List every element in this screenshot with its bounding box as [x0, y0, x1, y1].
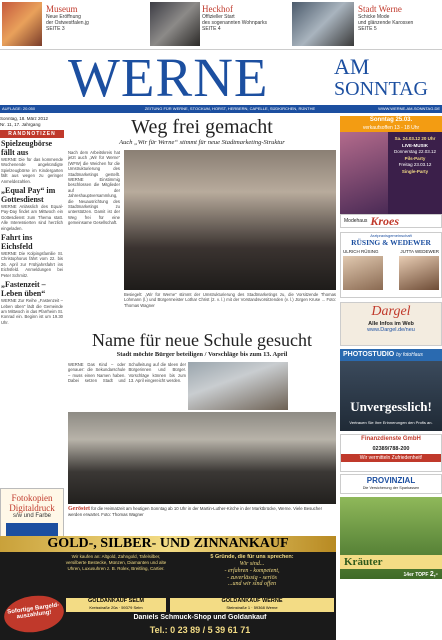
event-line: Donnerstag 22.03.12: [393, 149, 437, 155]
list-item: [1, 281, 63, 325]
reasons-box: [170, 554, 334, 596]
dargel-sub: Alle Infos im Web: [368, 321, 414, 327]
kroes-ad[interactable]: [340, 214, 442, 228]
teaser-page: SEITE 3: [46, 26, 65, 32]
branch-address: Steinstraße 1 · 59368 Werne: [226, 605, 278, 610]
photostudio-by: by fotoHaus: [396, 352, 423, 358]
unvergesslich-sub: Vertrauen Sie Ihre Erinnerungen den Profis an.: [349, 420, 433, 425]
masthead-am: AM: [334, 56, 370, 78]
rusing-left: ULRICH RÜSING: [343, 249, 379, 254]
branch-title: GOLDANKAUF SELM: [88, 598, 144, 604]
tagline: ZEITUNG FÜR WERNE, STOCKUM, HORST, HERBERN, CAPELLE, SÜDKIRCHEN, RÜNTHE: [144, 106, 316, 111]
reason-line: - erfahren - kompetent,: [224, 567, 280, 574]
gold-ad[interactable]: [0, 536, 336, 640]
article-body-continued: [292, 362, 336, 412]
article-photo: [188, 362, 288, 410]
kraeuter-price: 2,-: [429, 571, 438, 578]
bargeld-badge: Sofortige Bargeld-auszahlung!: [2, 592, 66, 636]
ad-line: s/w und Farbe: [12, 513, 52, 519]
article-body: Nach dem Arbeitskreis hat jetzt auch „Wir für Werne“ (WFW) die Weichen für die Umstrukturierung des Stadtmarketings gestellt. WERNE Einstimmig beschlossen die Mitglieder auf der Jahreshauptversammlung, die Neuausrichtung des Stadtmarketings zu unterstützen. Damit ist der Weg frei für eine gemeinsame Gesellschaft.: [68, 150, 120, 226]
rusing-name: RÜSING & WEDEWER: [351, 238, 431, 247]
ad-line: Fotokopien: [11, 493, 53, 503]
kraeuter-title: Kräuter: [340, 555, 442, 569]
teaser-museum[interactable]: [46, 4, 144, 48]
rusing-names: [341, 247, 441, 256]
finanz-tagline: Wir vermitteln Zufriedenheit!: [341, 454, 441, 462]
teaser-line: der Ostwestfalen.jg: [46, 20, 89, 26]
ad-line: Sonntag 25.03.: [369, 117, 413, 123]
list-item: [1, 234, 63, 278]
kroes-logo: Kroes: [370, 213, 400, 228]
gold-phone[interactable]: Tel.: 0 23 89 / 5 39 61 71: [149, 625, 251, 635]
caption-title: Geröstet: [68, 506, 90, 512]
reason-line: Wir sind...: [239, 561, 265, 567]
gold-headline: GOLD-, SILBER- UND ZINNANKAUF: [0, 536, 336, 552]
event-ad[interactable]: [340, 132, 442, 214]
reasons-title: 5 Gründe, die für uns sprechen:: [210, 554, 294, 560]
unvergesslich-headline: Unvergesslich!: [350, 399, 432, 414]
teaser-line: Schicke Mode: [358, 14, 390, 20]
note-title: „Equal Pay“ im Gottesdienst: [1, 186, 56, 204]
article-headline: Name für neue Schule gesucht: [92, 330, 312, 350]
photo-caption: Besiegelt: „Wir für Werne“ stimmt der Umstrukturierung des Stadtmarketings zu, die Vorsitzende Thomas Lohmann (l.) und Bürgermeister Lothar Christ (2. v. l.) mit der Vorstandsvorsitzenden (v. l.) Jürgen Kruse ... Foto: Thomas Wagner: [124, 292, 336, 308]
photostudio-ad[interactable]: [340, 349, 442, 361]
masthead-title: WERNE: [68, 52, 269, 102]
teaser-museum-photo: [2, 2, 42, 46]
note-text: WERNE Die Kolpingsfamilie St. Christophorus fährt vom 22. bis 26. April zur Frühjahrsfahrt ins Eichsfeld. Anmeldungen bei Peter Schmitz.: [1, 251, 63, 278]
event-photo: [340, 132, 388, 214]
finanz-ad[interactable]: [340, 434, 442, 472]
doctor-photo: [343, 256, 383, 290]
article-body: WERNE Das Kind – oder genauer: die Sekundarschule – muss einen Namen haben. Dabei setzen Stadt und Schulleitung auf die Ideen der Bürgerinnen und Bürger. Vorschläge können bis zum 13. April eingereicht werden.: [68, 362, 186, 384]
reason-line: ...und wir sind offen: [227, 581, 276, 588]
article-subhead: Auch „Wir für Werne“ stimmt für neue Stadtmarketing-Struktur: [119, 139, 285, 146]
rusing-ad[interactable]: [340, 232, 442, 298]
sonntag-ad[interactable]: [340, 116, 442, 132]
provinzial-sub: Die Versicherung der Sparkassen: [362, 486, 420, 490]
unvergesslich-ad[interactable]: [340, 361, 442, 431]
kroes-left: Modehaus: [344, 218, 368, 224]
note-text: WERNE Die für das kommende Wochenende angekündigte Spielzeugbörse im Kindergarten fällt aus wegen zu geringer Anmeldezahlen.: [1, 157, 63, 184]
masthead: [0, 50, 442, 114]
branch-address: Kreisstraße 20a · 59379 Selm: [89, 605, 143, 610]
auflage: AUFLAGE: 20.050: [2, 106, 36, 111]
article-stadtmarketing: [68, 116, 336, 328]
kraeuter-sub: 14er TOPF: [403, 572, 429, 578]
website-link[interactable]: WWW.WERNE-AM-SONNTAG.DE: [378, 106, 440, 111]
sidebar: [0, 116, 64, 486]
note-text: WERNE Zur Reihe „Fastenzeit – Leben üben“ lädt die Gemeinde am Mittwoch in das Pfarrheim St. Konrad ein. Beginn ist um 19.30 Uhr.: [1, 298, 63, 325]
teaser-title: Stadt Werne: [358, 4, 402, 14]
right-ads: [340, 116, 442, 640]
branch-title: GOLDANKAUF WERNE: [221, 598, 283, 604]
teaser-bar: [0, 0, 442, 50]
issue-number: Nr. 11, 17. Jahrgang: [0, 121, 41, 127]
kraeuter-ad[interactable]: [340, 497, 442, 579]
dargel-logo: Dargel: [371, 304, 411, 319]
gold-company: Daniels Schmuck-Shop und Goldankauf: [133, 614, 267, 621]
event-line: Pils-Party: [404, 155, 426, 161]
teaser-title: Heckhof: [202, 4, 233, 14]
note-title: Fahrt ins Eichsfeld: [1, 233, 33, 251]
teaser-stadt-photo: [292, 2, 354, 46]
finanz-name: Finanzdienste GmbH: [361, 436, 421, 442]
kraeuter-offer: [404, 571, 438, 578]
randnotizen-header: RANDNOTIZEN: [0, 130, 64, 138]
gold-werne: [170, 598, 334, 612]
event-line: Single-Party: [401, 168, 429, 174]
dargel-ad[interactable]: [340, 302, 442, 346]
ad-line: verkaufsoffen 13 - 18 Uhr: [362, 125, 420, 131]
group-photo: [68, 412, 336, 504]
note-title: „Fastenzeit – Leben üben“: [1, 280, 46, 298]
teaser-heckhof[interactable]: [202, 4, 290, 48]
event-line: Freitag 23.03.12: [398, 162, 432, 168]
rusing-top: Arztpraxisgemeinschaft: [370, 233, 412, 238]
teaser-line: Offizieller Start: [202, 14, 235, 20]
masthead-bar: [0, 105, 442, 113]
ad-line: Digitaldruck: [9, 503, 55, 513]
gold-subhead: Wir kaufen an: Altgold, Zahngold, Tafelsilber, versilberte Bestecke, Münzen, Diamanten und alte Uhren, Luxusuhren z. B. Rolex, Breitling, Cartier.: [65, 554, 167, 571]
teaser-stadt-werne[interactable]: [358, 4, 440, 48]
rusing-right: JUTTA WEDEWER: [400, 249, 439, 254]
rusing-photos: [341, 256, 441, 290]
provinzial-logo: PROVINZIAL: [366, 476, 416, 485]
provinzial-ad[interactable]: [340, 474, 442, 494]
teaser-page: SEITE 5: [358, 26, 377, 32]
finanz-phone[interactable]: 02389/788-200: [372, 446, 410, 452]
gold-selm: [66, 598, 166, 612]
reason-line: - zuverlässig - seriös: [227, 574, 277, 581]
group-caption: [68, 506, 336, 534]
photostudio-name: PHOTOSTUDIO: [343, 351, 395, 358]
note-title: Spielzeugbörse fällt aus: [1, 139, 53, 157]
teaser-title: Museum: [46, 4, 78, 14]
article-subhead: Stadt möchte Bürger beteiligen / Vorschläge bis zum 13. April: [116, 351, 288, 358]
caption-text: für die Heimatzeit am heutigen Sonntag ab 10 Uhr in der Martin-Luther-Kirche in der Marktbrücke, Werne. Viele Besucher werden erwartet. Foto: Thomas Wagner: [68, 506, 322, 518]
dargel-url[interactable]: www.Dargel.de/neu: [367, 327, 415, 333]
list-item: [1, 187, 63, 231]
teaser-heckhof-photo: [150, 2, 200, 46]
article-photo: [124, 150, 336, 290]
teaser-line: Neue Eröffnung: [46, 14, 81, 20]
masthead-sonntag: SONNTAG: [334, 78, 428, 100]
teaser-line: des sogenannten Wohnparks: [202, 20, 267, 26]
note-text: WERNE Anlässlich des Equal-Pay-Day findet am Mittwoch ein Gottesdienst zum Thema statt. Alle Interessierten sind herzlich eingeladen.: [1, 204, 63, 231]
teaser-line: und glänzende Karossen: [358, 20, 414, 26]
event-list: [388, 132, 442, 214]
event-line: LIVE-MUSIK: [401, 142, 428, 148]
teaser-page: SEITE 4: [202, 26, 221, 32]
randnotizen-list: [0, 138, 64, 327]
event-line: Sa. 24.03.12 20 Uhr: [394, 136, 436, 141]
doctor-photo: [399, 256, 439, 290]
issue-date: Sonntag, 18. März 2012: [0, 116, 49, 121]
article-headline: Weg frei gemacht: [131, 116, 273, 138]
list-item: [1, 140, 63, 184]
